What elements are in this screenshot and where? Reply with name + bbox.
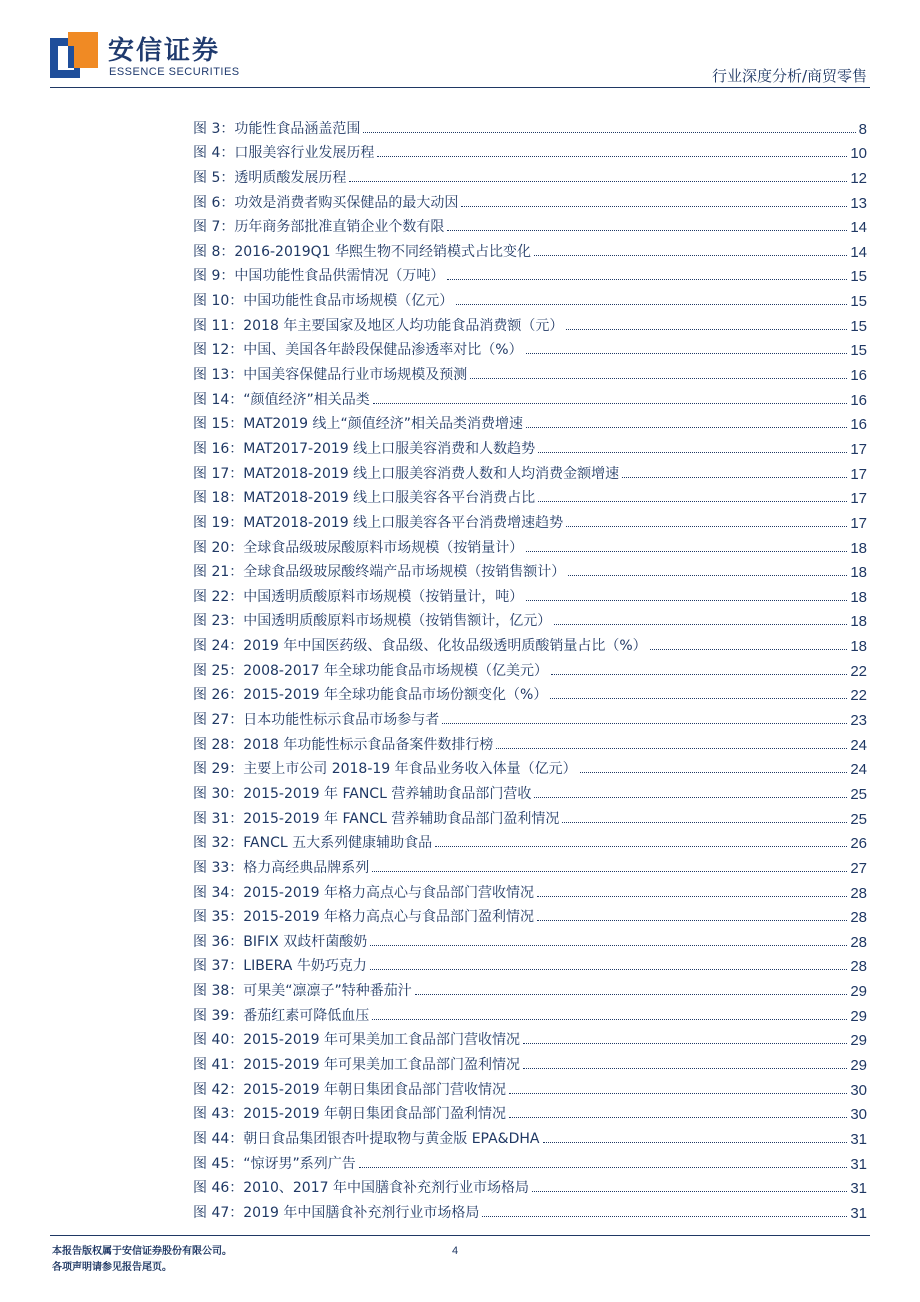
toc-entry[interactable]: [193, 655, 867, 680]
toc-dot-leader: [523, 1068, 847, 1069]
toc-entry[interactable]: [193, 212, 867, 237]
toc-entry[interactable]: [193, 1173, 867, 1198]
toc-entry-page: 15: [850, 317, 867, 335]
toc-dot-leader: [534, 797, 847, 798]
toc-entry-label: 图 7：历年商务部批准直销企业个数有限: [193, 219, 445, 236]
report-type: 行业深度分析/商贸零售: [711, 67, 867, 85]
toc-dot-leader: [532, 1191, 847, 1192]
toc-entry-page: 18: [850, 638, 867, 656]
toc-entry-page: 25: [850, 785, 867, 803]
toc-entry-page: 15: [850, 268, 867, 286]
toc-entry[interactable]: [193, 754, 867, 779]
toc-entry-page: 18: [850, 613, 867, 631]
toc-entry-label: 图 5：透明质酸发展历程: [193, 169, 347, 186]
toc-dot-leader: [534, 255, 847, 256]
toc-entry-label: 图 45：“惊讶男”系列广告: [193, 1155, 356, 1172]
toc-entry-page: 18: [850, 564, 867, 582]
toc-dot-leader: [543, 1142, 848, 1143]
toc-entry[interactable]: [193, 1099, 867, 1124]
toc-entry[interactable]: [193, 1000, 867, 1025]
page-number: 4: [452, 1245, 459, 1257]
toc-dot-leader: [538, 452, 847, 453]
toc-dot-leader: [538, 501, 847, 502]
toc-entry[interactable]: [193, 828, 867, 853]
toc-dot-leader: [370, 945, 847, 946]
toc-entry-label: 图 31：2015-2019 年 FANCL 营养辅助食品部门盈利情况: [193, 810, 560, 827]
footer-copyright: 本报告版权属于安信证券股份有限公司。: [52, 1246, 232, 1257]
toc-entry[interactable]: [193, 1025, 867, 1050]
toc-entry-label: 图 16：MAT2017-2019 线上口服美容消费和人数趋势: [193, 440, 536, 457]
toc-entry-page: 10: [850, 145, 867, 163]
toc-entry-label: 图 40：2015-2019 年可果美加工食品部门营收情况: [193, 1032, 521, 1049]
toc-dot-leader: [359, 1167, 848, 1168]
toc-entry-label: 图 32：FANCL 五大系列健康辅助食品: [193, 835, 433, 852]
toc-dot-leader: [566, 329, 847, 330]
toc-entry[interactable]: [193, 458, 867, 483]
toc-entry-page: 26: [850, 835, 867, 853]
toc-dot-leader: [377, 156, 847, 157]
toc-entry[interactable]: [193, 285, 867, 310]
toc-dot-leader: [373, 403, 848, 404]
toc-entry-page: 24: [850, 761, 867, 779]
toc-entry[interactable]: [193, 1148, 867, 1173]
toc-entry[interactable]: [193, 138, 867, 163]
toc-entry-page: 8: [858, 120, 867, 138]
figure-list: [193, 113, 867, 1222]
toc-entry-label: 图 38：可果美“凛凛子”特种番茄汁: [193, 983, 412, 1000]
toc-entry-label: 图 34：2015-2019 年格力高点心与食品部门营收情况: [193, 884, 535, 901]
toc-entry[interactable]: [193, 704, 867, 729]
toc-entry-label: 图 6：功效是消费者购买保健品的最大动因: [193, 194, 459, 211]
toc-dot-leader: [482, 1216, 847, 1217]
toc-entry-label: 图 46：2010、2017 年中国膳食补充剂行业市场格局: [193, 1180, 529, 1197]
toc-entry-label: 图 30：2015-2019 年 FANCL 营养辅助食品部门营收: [193, 785, 532, 802]
toc-entry[interactable]: [193, 310, 867, 335]
toc-dot-leader: [566, 526, 847, 527]
toc-entry-page: 29: [850, 1056, 867, 1074]
toc-entry-label: 图 42：2015-2019 年朝日集团食品部门营收情况: [193, 1081, 507, 1098]
toc-entry-page: 16: [850, 416, 867, 434]
toc-entry-page: 22: [850, 662, 867, 680]
toc-dot-leader: [526, 551, 847, 552]
toc-entry-page: 18: [850, 588, 867, 606]
toc-entry-label: 图 23：中国透明质酸原料市场规模（按销售额计，亿元）: [193, 613, 552, 630]
toc-entry-label: 图 13：中国美容保健品行业市场规模及预测: [193, 367, 468, 384]
toc-entry-label: 图 26：2015-2019 年全球功能食品市场份额变化（%）: [193, 687, 548, 704]
toc-entry[interactable]: [193, 680, 867, 705]
toc-dot-leader: [568, 575, 847, 576]
toc-entry-page: 17: [850, 465, 867, 483]
toc-entry-label: 图 25：2008-2017 年全球功能食品市场规模（亿美元）: [193, 662, 549, 679]
toc-entry-page: 30: [850, 1106, 867, 1124]
toc-entry-page: 28: [850, 933, 867, 951]
toc-dot-leader: [349, 181, 847, 182]
toc-dot-leader: [537, 896, 847, 897]
toc-entry-label: 图 27：日本功能性标示食品市场参与者: [193, 712, 440, 729]
toc-entry-page: 22: [850, 687, 867, 705]
toc-entry-label: 图 41：2015-2019 年可果美加工食品部门盈利情况: [193, 1056, 521, 1073]
toc-dot-leader: [509, 1093, 847, 1094]
toc-entry[interactable]: [193, 532, 867, 557]
toc-dot-leader: [435, 846, 847, 847]
toc-dot-leader: [526, 427, 847, 428]
toc-entry-page: 14: [850, 243, 867, 261]
toc-entry-page: 27: [850, 859, 867, 877]
toc-entry[interactable]: [193, 630, 867, 655]
toc-entry-page: 28: [850, 909, 867, 927]
toc-dot-leader: [470, 378, 847, 379]
toc-entry-page: 31: [850, 1155, 867, 1173]
footer-divider: [50, 1235, 870, 1236]
toc-entry[interactable]: [193, 507, 867, 532]
toc-entry[interactable]: [193, 926, 867, 951]
toc-entry[interactable]: [193, 359, 867, 384]
toc-dot-leader: [509, 1117, 847, 1118]
toc-dot-leader: [372, 871, 847, 872]
toc-dot-leader: [363, 132, 855, 133]
toc-entry-page: 16: [850, 391, 867, 409]
toc-entry-label: 图 15：MAT2019 线上“颜值经济”相关品类消费增速: [193, 416, 523, 433]
toc-dot-leader: [461, 206, 847, 207]
toc-dot-leader: [526, 600, 847, 601]
toc-entry[interactable]: [193, 902, 867, 927]
toc-entry[interactable]: [193, 1074, 867, 1099]
brand-name-cn: 安信证券: [108, 36, 221, 66]
toc-entry-page: 28: [850, 958, 867, 976]
toc-entry-label: 图 35：2015-2019 年格力高点心与食品部门盈利情况: [193, 909, 535, 926]
toc-entry[interactable]: [193, 975, 867, 1000]
toc-entry-label: 图 47：2019 年中国膳食补充剂行业市场格局: [193, 1204, 480, 1221]
toc-entry[interactable]: [193, 236, 867, 261]
toc-entry-label: 图 18：MAT2018-2019 线上口服美容各平台消费占比: [193, 490, 536, 507]
essence-logo-icon: [50, 30, 98, 80]
toc-entry-label: 图 21：全球食品级玻尿酸终端产品市场规模（按销售额计）: [193, 564, 566, 581]
toc-dot-leader: [526, 353, 848, 354]
toc-entry-page: 17: [850, 490, 867, 508]
toc-entry-page: 15: [850, 293, 867, 311]
toc-dot-leader: [523, 1043, 847, 1044]
toc-entry[interactable]: [193, 852, 867, 877]
toc-dot-leader: [562, 822, 847, 823]
toc-entry[interactable]: [193, 951, 867, 976]
toc-entry-page: 16: [850, 367, 867, 385]
header-divider: [50, 87, 870, 88]
page-header: [0, 0, 920, 90]
toc-entry-page: 31: [850, 1204, 867, 1222]
toc-entry-page: 23: [850, 712, 867, 730]
toc-entry-label: 图 10：中国功能性食品市场规模（亿元）: [193, 293, 454, 310]
toc-entry[interactable]: [193, 1197, 867, 1222]
toc-dot-leader: [496, 748, 847, 749]
toc-entry[interactable]: [193, 483, 867, 508]
toc-entry[interactable]: [193, 187, 867, 212]
toc-dot-leader: [447, 279, 847, 280]
toc-dot-leader: [442, 723, 847, 724]
toc-entry-page: 15: [850, 342, 867, 360]
toc-dot-leader: [415, 994, 848, 995]
toc-dot-leader: [551, 674, 847, 675]
toc-dot-leader: [554, 624, 847, 625]
toc-entry-page: 29: [850, 983, 867, 1001]
toc-entry[interactable]: [193, 581, 867, 606]
toc-entry-page: 12: [850, 169, 867, 187]
toc-entry-page: 29: [850, 1007, 867, 1025]
toc-entry[interactable]: [193, 877, 867, 902]
toc-entry-page: 25: [850, 810, 867, 828]
toc-entry-label: 图 17：MAT2018-2019 线上口服美容消费人数和人均消费金额增速: [193, 465, 620, 482]
toc-entry[interactable]: [193, 409, 867, 434]
toc-entry-page: 14: [850, 219, 867, 237]
toc-entry[interactable]: [193, 778, 867, 803]
toc-dot-leader: [372, 1019, 847, 1020]
toc-entry-label: 图 29：主要上市公司 2018-19 年食品业务收入体量（亿元）: [193, 761, 577, 778]
toc-entry[interactable]: [193, 384, 867, 409]
brand-name-en: ESSENCE SECURITIES: [109, 66, 240, 78]
toc-entry-page: 13: [850, 194, 867, 212]
toc-entry-label: 图 3：功能性食品涵盖范围: [193, 120, 361, 137]
toc-dot-leader: [550, 698, 847, 699]
toc-entry[interactable]: [193, 729, 867, 754]
toc-entry-page: 31: [850, 1130, 867, 1148]
toc-entry-page: 17: [850, 514, 867, 532]
toc-entry[interactable]: [193, 557, 867, 582]
toc-entry-label: 图 24：2019 年中国医药级、食品级、化妆品级透明质酸销量占比（%）: [193, 638, 647, 655]
toc-entry[interactable]: [193, 1049, 867, 1074]
toc-entry-label: 图 43：2015-2019 年朝日集团食品部门盈利情况: [193, 1106, 507, 1123]
footer-disclaimer: 各项声明请参见报告尾页。: [52, 1262, 172, 1273]
toc-entry-label: 图 11：2018 年主要国家及地区人均功能食品消费额（元）: [193, 317, 564, 334]
toc-entry-label: 图 36：BIFIX 双歧杆菌酸奶: [193, 933, 368, 950]
toc-entry[interactable]: [193, 433, 867, 458]
toc-entry-label: 图 4：口服美容行业发展历程: [193, 145, 375, 162]
toc-dot-leader: [370, 969, 847, 970]
toc-entry[interactable]: [193, 606, 867, 631]
toc-entry[interactable]: [193, 162, 867, 187]
toc-entry-label: 图 28：2018 年功能性标示食品备案件数排行榜: [193, 736, 494, 753]
toc-entry-label: 图 14：“颜值经济”相关品类: [193, 391, 370, 408]
toc-entry[interactable]: [193, 113, 867, 138]
toc-entry-label: 图 39：番茄红素可降低血压: [193, 1007, 370, 1024]
toc-entry-label: 图 8：2016-2019Q1 华熙生物不同经销模式占比变化: [193, 243, 532, 260]
toc-dot-leader: [447, 230, 847, 231]
toc-entry-label: 图 20：全球食品级玻尿酸原料市场规模（按销量计）: [193, 539, 524, 556]
toc-entry-label: 图 22：中国透明质酸原料市场规模（按销量计，吨）: [193, 588, 524, 605]
toc-entry-page: 17: [850, 440, 867, 458]
toc-entry-label: 图 9：中国功能性食品供需情况（万吨）: [193, 268, 445, 285]
toc-entry-label: 图 44：朝日食品集团银杏叶提取物与黄金版 EPA&DHA: [193, 1130, 540, 1147]
toc-dot-leader: [650, 649, 848, 650]
toc-dot-leader: [537, 920, 847, 921]
toc-entry-page: 30: [850, 1081, 867, 1099]
toc-entry-page: 28: [850, 884, 867, 902]
toc-entry-page: 18: [850, 539, 867, 557]
toc-entry-label: 图 33：格力高经典品牌系列: [193, 859, 370, 876]
toc-dot-leader: [456, 304, 847, 305]
toc-entry-label: 图 37：LIBERA 牛奶巧克力: [193, 958, 367, 975]
toc-entry[interactable]: [193, 261, 867, 286]
toc-dot-leader: [622, 477, 847, 478]
toc-entry-page: 24: [850, 736, 867, 754]
toc-entry[interactable]: [193, 803, 867, 828]
toc-entry[interactable]: [193, 335, 867, 360]
toc-entry-label: 图 12：中国、美国各年龄段保健品渗透率对比（%）: [193, 342, 523, 359]
toc-entry[interactable]: [193, 1123, 867, 1148]
toc-entry-page: 29: [850, 1032, 867, 1050]
toc-entry-label: 图 19：MAT2018-2019 线上口服美容各平台消费增速趋势: [193, 514, 564, 531]
toc-dot-leader: [580, 772, 848, 773]
toc-entry-page: 31: [850, 1180, 867, 1198]
